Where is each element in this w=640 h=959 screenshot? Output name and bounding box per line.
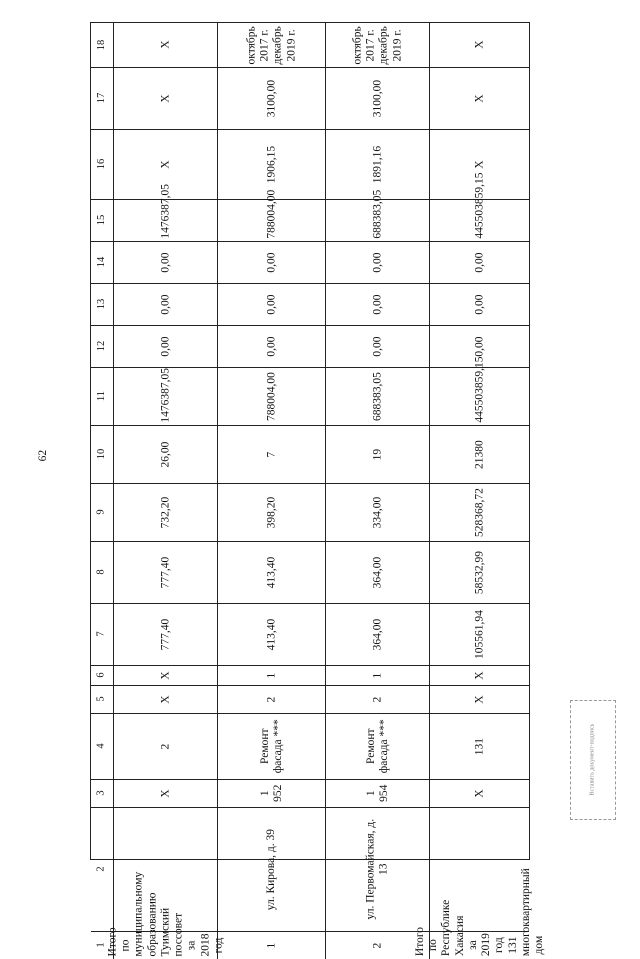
table-cell-text: 688383,05 — [370, 372, 383, 421]
table-cell-text: 19 — [370, 448, 383, 461]
column-number — [91, 242, 113, 283]
table-cell-text: 0,00 — [472, 252, 485, 273]
column-number — [91, 426, 113, 483]
table-cell — [113, 714, 217, 779]
table-cell — [429, 666, 529, 685]
table-cell-text: 1906,15 — [264, 145, 277, 184]
column-18 — [91, 23, 529, 67]
table-cell-text: 364,00 — [370, 556, 383, 589]
stamp-text: Вставить документ-подпись — [589, 724, 596, 796]
column-number — [91, 666, 113, 685]
table-cell-text: 528368,72 — [472, 488, 485, 537]
column-number-text: 7 — [95, 631, 107, 638]
table-cell — [429, 242, 529, 283]
table-cell-text: X — [472, 94, 485, 103]
table-cell — [113, 780, 217, 807]
table-cell — [325, 68, 429, 129]
column-number-text: 11 — [95, 391, 107, 402]
column-number — [91, 714, 113, 779]
column-number — [91, 808, 113, 931]
table-cell-text: X — [158, 94, 171, 103]
table-cell-text: X — [472, 671, 485, 680]
column-number-text: 9 — [95, 509, 107, 516]
table-cell — [217, 23, 325, 67]
table-cell-text: 2 — [264, 696, 277, 703]
column-number-text: 4 — [95, 743, 107, 750]
table-cell-text: 445503859,15 — [472, 172, 485, 239]
table-cell — [325, 808, 429, 931]
table-cell-text: X — [472, 695, 485, 704]
table-cell-text: 1 — [264, 942, 277, 949]
table-cell-text: 21380 — [472, 440, 485, 469]
table-cell — [325, 326, 429, 367]
table-cell — [217, 242, 325, 283]
table-cell-text: 0,00 — [370, 294, 383, 315]
table-cell-text: 131 — [472, 737, 485, 756]
table-cell-text: 7 — [264, 451, 277, 458]
table-cell-text: X — [158, 695, 171, 704]
table-cell — [325, 189, 429, 241]
column-number-text: 5 — [95, 696, 107, 703]
table-cell — [429, 686, 529, 713]
table-cell — [429, 356, 529, 425]
table-cell-text: 0,00 — [158, 336, 171, 357]
table-cell — [113, 326, 217, 367]
column-number-text: 13 — [95, 299, 107, 310]
table-cell — [325, 23, 429, 67]
table-cell-text: 1 — [264, 672, 277, 679]
table-cell — [217, 326, 325, 367]
table-cell — [325, 542, 429, 603]
table-cell — [113, 23, 217, 67]
column-6 — [91, 665, 529, 685]
column-4 — [91, 713, 529, 779]
table-cell — [325, 666, 429, 685]
table-cell-text: X — [472, 160, 485, 169]
table-cell-text: 0,00 — [370, 336, 383, 357]
table-cell — [325, 284, 429, 325]
table-cell-text: X — [158, 789, 171, 798]
table-cell-text: 398,20 — [264, 496, 277, 529]
table-cell — [217, 604, 325, 665]
table-cell — [325, 368, 429, 425]
table-cell-text: 413,40 — [264, 556, 277, 589]
table-cell-text: 1 954 — [364, 784, 390, 803]
table-cell-text: 2 — [158, 743, 171, 750]
column-15 — [91, 172, 529, 241]
table-cell — [106, 871, 224, 959]
table-cell-text: 1476387,05 — [158, 183, 171, 239]
table-cell — [217, 808, 325, 931]
signature-stamp — [570, 700, 616, 820]
column-14 — [91, 241, 529, 283]
column-11 — [91, 356, 529, 425]
table-cell-text: 788004,00 — [264, 372, 277, 421]
column-number — [91, 130, 113, 199]
table-cell — [325, 604, 429, 665]
table-cell — [325, 714, 429, 779]
table-cell — [325, 426, 429, 483]
column-number-text: 8 — [95, 569, 107, 576]
table-cell — [325, 686, 429, 713]
column-number — [91, 326, 113, 367]
column-12 — [91, 325, 529, 367]
table-cell-text: 0,00 — [472, 294, 485, 315]
table-cell — [113, 686, 217, 713]
column-9 — [91, 483, 529, 541]
table-cell-text: 445503859,15 — [472, 356, 485, 423]
table-cell — [113, 604, 217, 665]
column-number — [91, 200, 113, 241]
table-cell-text: 413,40 — [264, 618, 277, 651]
column-number-text: 1 — [95, 942, 107, 949]
table-cell-text: 0,00 — [158, 252, 171, 273]
column-number-text: 18 — [95, 39, 107, 51]
table-cell-text: октябрь 2017 г. декабрь 2019 г. — [351, 25, 403, 64]
data-table — [90, 22, 545, 957]
column-5 — [91, 685, 529, 713]
table-cell — [217, 368, 325, 425]
table-cell-text: 688383,05 — [370, 189, 383, 239]
table-cell — [429, 604, 529, 665]
table-cell-text: 0,00 — [264, 294, 277, 315]
column-number-text: 6 — [95, 672, 107, 679]
table-cell-text: ул. Первомайская, д. 13 — [364, 819, 390, 920]
table-cell-text: 2 — [370, 942, 383, 949]
table-cell-text: Ремонт фасада *** — [364, 719, 390, 774]
table-cell — [113, 666, 217, 685]
column-number — [91, 68, 113, 129]
table-cell — [325, 780, 429, 807]
table-cell-text: 777,40 — [158, 556, 171, 589]
table-cell-text: 58532,99 — [472, 550, 485, 595]
table-cell — [429, 780, 529, 807]
table-cell — [113, 368, 217, 425]
table-cell — [429, 23, 529, 67]
table-cell-text: 2 — [370, 696, 383, 703]
table-cell-text: 777,40 — [158, 618, 171, 651]
table-cell-text: 1 952 — [258, 784, 284, 803]
table-cell-text: 788004,00 — [264, 189, 277, 239]
table-cell — [217, 780, 325, 807]
table-cell — [429, 426, 529, 483]
table-cell — [113, 183, 217, 241]
table-cell — [429, 68, 529, 129]
table-cell-text: 334,00 — [370, 496, 383, 529]
table-cell-text: X — [158, 40, 171, 50]
column-number — [91, 604, 113, 665]
table-cell-text: X — [472, 789, 485, 798]
column-3 — [91, 779, 529, 807]
table-cell — [113, 426, 217, 483]
table-cell — [113, 68, 217, 129]
table-cell — [113, 484, 217, 541]
table-cell — [429, 542, 529, 603]
column-16 — [91, 129, 529, 199]
table-cell-text: октябрь 2017 г. декабрь 2019 г. — [245, 25, 297, 64]
column-number-text: 10 — [95, 449, 107, 460]
table-cell — [429, 714, 529, 779]
table-cell — [113, 542, 217, 603]
table-cell — [429, 484, 529, 541]
table-cell-text: ул. Кирова, д. 39 — [264, 828, 277, 911]
table-cell-text: X — [472, 40, 485, 50]
column-number — [91, 780, 113, 807]
table-cell-text: 105561,94 — [472, 610, 485, 659]
table-cell-text: 732,20 — [158, 496, 171, 529]
column-number — [91, 368, 113, 425]
column-number — [91, 542, 113, 603]
table-cell-text: 26,00 — [158, 441, 171, 468]
column-number-text: 15 — [95, 215, 107, 226]
table-cell-text: 0,00 — [264, 252, 277, 273]
column-number — [91, 284, 113, 325]
column-number — [91, 23, 113, 67]
table-cell-text: 0,00 — [370, 252, 383, 273]
table-cell — [217, 284, 325, 325]
table-cell-text: X — [158, 160, 171, 169]
column-number-text: 14 — [95, 257, 107, 268]
column-17 — [91, 67, 529, 129]
table-cell-text: X — [158, 671, 171, 680]
column-number — [91, 686, 113, 713]
table-cell-text: Ремонт фасада *** — [258, 719, 284, 774]
column-number-text: 12 — [95, 341, 107, 352]
column-number — [91, 484, 113, 541]
column-number-text: 3 — [95, 790, 107, 797]
table-cell-text: 1 — [370, 672, 383, 679]
column-number-text: 17 — [95, 93, 107, 104]
table-cell — [429, 172, 529, 241]
table-cell — [413, 868, 545, 959]
table-cell — [113, 242, 217, 283]
table-cell-text: 364,00 — [370, 618, 383, 651]
table-cell — [217, 426, 325, 483]
table-cell-text: 3100,00 — [370, 79, 383, 118]
table-cell-text: Итого по муниципальному образованию Туимский поссовет за 2018 год — [106, 871, 224, 957]
column-7 — [91, 603, 529, 665]
table-cell — [113, 284, 217, 325]
table-cell — [325, 242, 429, 283]
table-cell-text: 3100,00 — [264, 79, 277, 118]
column-13 — [91, 283, 529, 325]
table-cell — [217, 542, 325, 603]
table-cell — [217, 189, 325, 241]
table-cell — [325, 484, 429, 541]
table-cell — [217, 484, 325, 541]
column-number-text: 16 — [95, 159, 107, 170]
table-cell-text: 1891,16 — [370, 145, 383, 184]
column-number-text: 2 — [95, 866, 107, 873]
table-cell — [217, 68, 325, 129]
table-cell-text: 1476387,05 — [158, 367, 171, 423]
table-cell — [217, 666, 325, 685]
column-8 — [91, 541, 529, 603]
page-number: 62 — [37, 449, 50, 462]
column-10 — [91, 425, 529, 483]
table-cell-text: Итого по Республике Хакасия за 2019 год 131 многоквартирный дом — [413, 868, 545, 957]
table-cell — [217, 686, 325, 713]
table-cell — [429, 284, 529, 325]
table-cell — [217, 714, 325, 779]
table-cell-text: 0,00 — [158, 294, 171, 315]
table-cell — [217, 932, 325, 959]
table-cell-text: 0,00 — [264, 336, 277, 357]
table-cell-text: 0,00 — [472, 336, 485, 357]
